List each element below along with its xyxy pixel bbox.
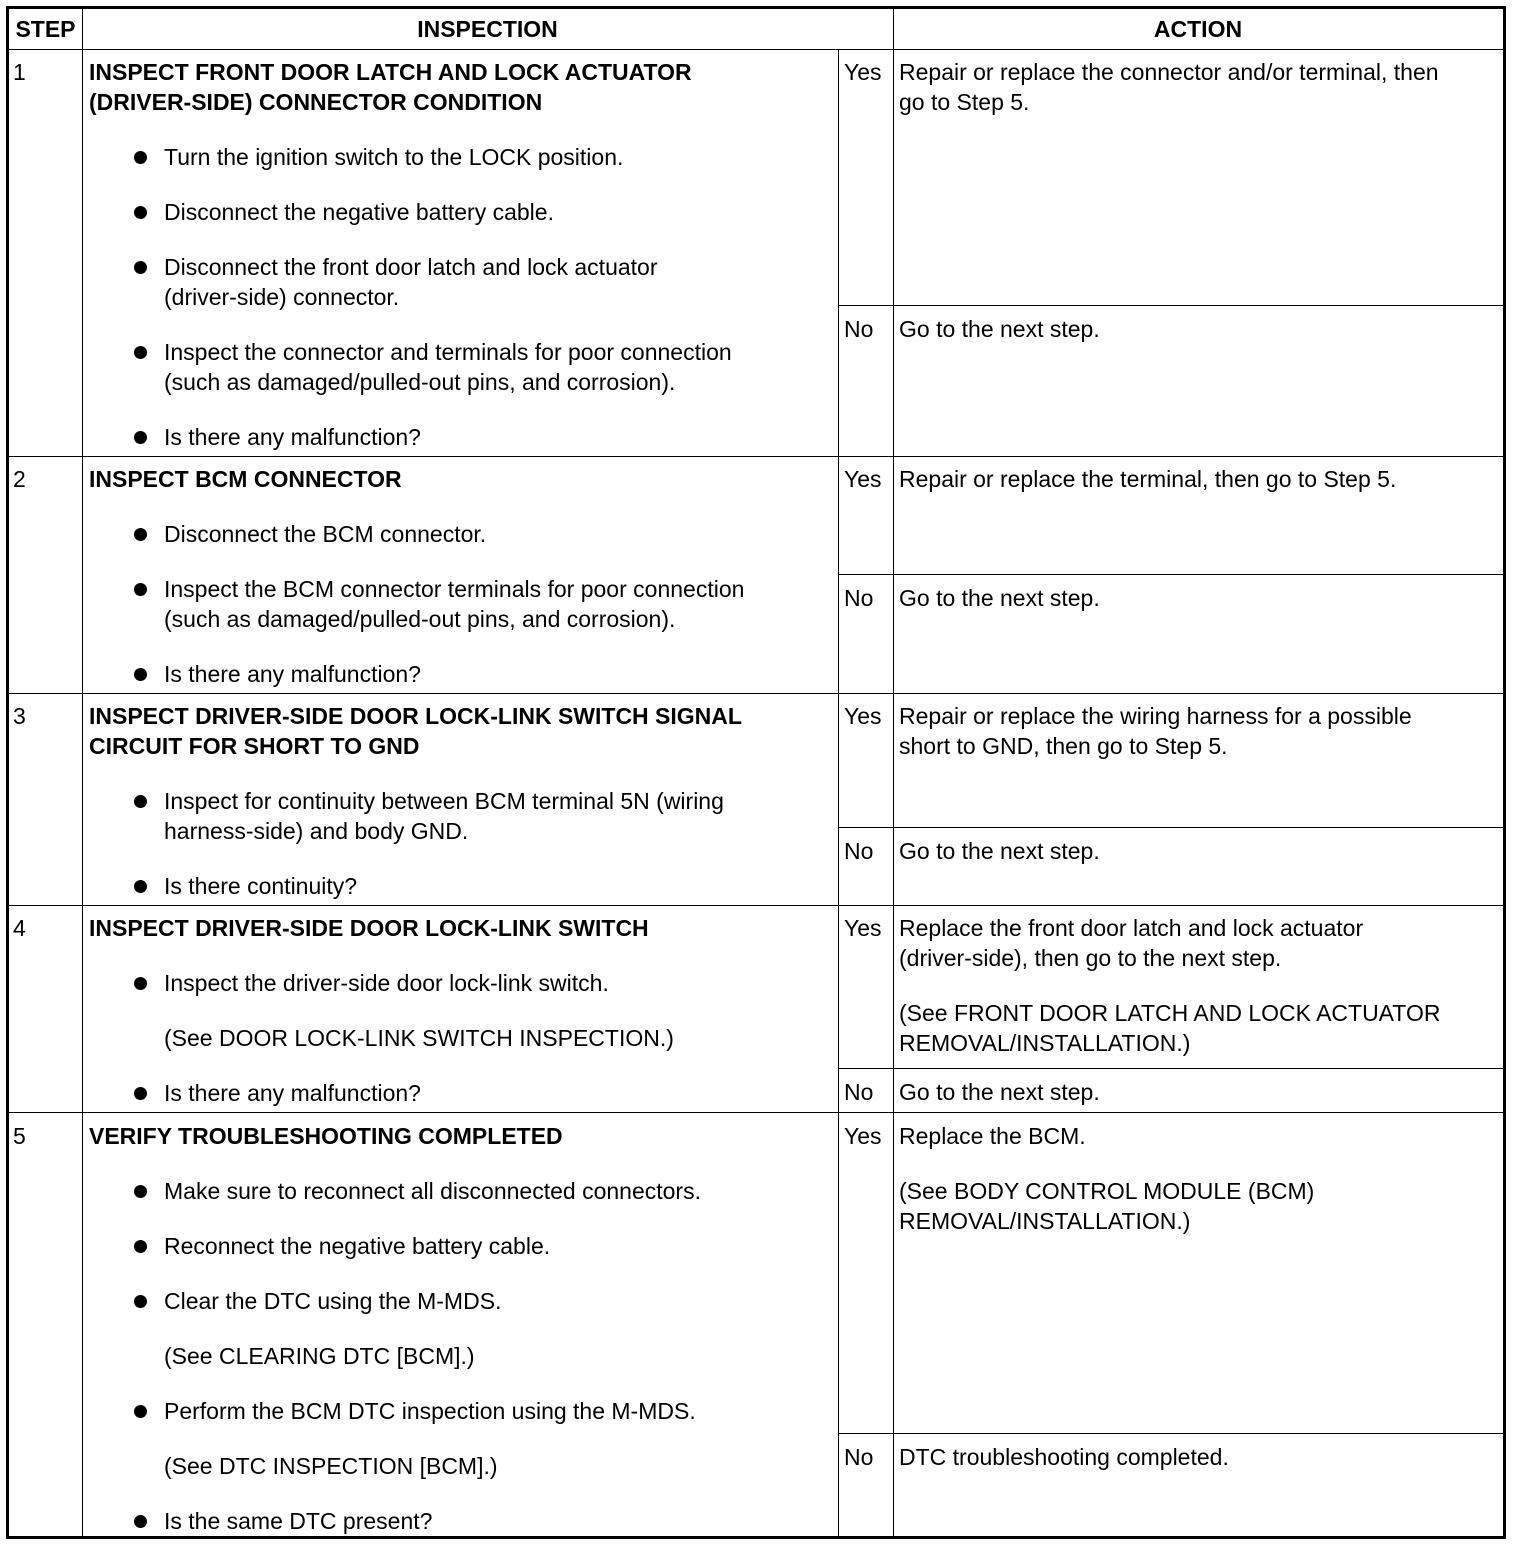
yes-action: Repair or replace the terminal, then go to Step 5. [899,466,1397,492]
bullet-item: Is there any malfunction? [89,659,834,689]
yes-action: Replace the BCM. (See BODY CONTROL MODULE (BCM) REMOVAL/INSTALLATION.) [899,1121,1499,1236]
inspection-cell [89,57,834,452]
bullet-item: Is there any malfunction? [89,1078,834,1108]
divider [838,49,839,1536]
no-action: DTC troubleshooting completed. [899,1444,1229,1470]
bullet-item: Clear the DTC using the M-MDS. [89,1286,834,1316]
no-action: Go to the next step. [899,1079,1100,1105]
no-action: Go to the next step. [899,838,1100,864]
no-label: No [844,1079,874,1105]
no-action: Go to the next step. [899,316,1100,342]
inspection-cell [89,701,834,901]
reference-note: (See DOOR LOCK-LINK SWITCH INSPECTION.) [164,1025,674,1051]
header-inspection: INSPECTION [417,16,558,42]
bullet-icon [134,528,147,541]
yes-label: Yes [844,703,882,729]
bullet-icon [134,206,147,219]
bullet-icon [134,668,147,681]
bullet-item: Inspect the BCM connector terminals for poor connection (such as damaged/pulled-out pins, and corrosion). [89,574,834,634]
bullet-icon [134,1515,147,1528]
divider [9,1112,1503,1113]
divider [838,827,1503,828]
header-step: STEP [15,16,76,42]
divider [838,574,1503,575]
bullet-icon [134,151,147,164]
bullet-icon [134,1185,147,1198]
divider [9,905,1503,906]
divider [82,9,83,1536]
reference-note: (See CLEARING DTC [BCM].) [164,1343,475,1369]
bullet-icon [134,583,147,596]
divider [9,693,1503,694]
reference-note: (See BODY CONTROL MODULE (BCM) REMOVAL/INSTALLATION.) [899,1178,1315,1234]
bullet-item: Turn the ignition switch to the LOCK position. [89,142,834,172]
divider [893,9,894,1536]
bullet-item: Inspect for continuity between BCM terminal 5N (wiring harness-side) and body GND. [89,786,834,846]
step-title: INSPECT DRIVER-SIDE DOOR LOCK-LINK SWITCH SIGNAL CIRCUIT FOR SHORT TO GND [89,703,742,759]
troubleshooting-table [6,6,1506,1539]
divider [838,1433,1503,1434]
yes-action: Repair or replace the connector and/or terminal, then go to Step 5. [899,59,1439,115]
reference-note: (See FRONT DOOR LATCH AND LOCK ACTUATOR REMOVAL/INSTALLATION.) [899,1000,1441,1056]
reference-note: (See DTC INSPECTION [BCM].) [164,1453,498,1479]
no-label: No [844,316,874,342]
bullet-icon [134,1405,147,1418]
step-number: 2 [13,466,26,492]
no-label: No [844,585,874,611]
divider [838,1068,1503,1069]
bullet-icon [134,1295,147,1308]
step-title: VERIFY TROUBLESHOOTING COMPLETED [89,1123,563,1149]
no-action: Go to the next step. [899,585,1100,611]
bullet-item: Inspect the connector and terminals for poor connection (such as damaged/pulled-out pins, and corrosion). [89,337,834,397]
bullet-item: Reconnect the negative battery cable. [89,1231,834,1261]
bullet-item: Is the same DTC present? [89,1506,834,1536]
yes-label: Yes [844,59,882,85]
step-title: INSPECT DRIVER-SIDE DOOR LOCK-LINK SWITCH [89,915,649,941]
bullet-item: Disconnect the front door latch and lock actuator (driver-side) connector. [89,252,834,312]
bullet-icon [134,977,147,990]
inspection-cell [89,1121,834,1536]
step-number: 5 [13,1123,26,1149]
step-number: 1 [13,59,26,85]
yes-label: Yes [844,466,882,492]
bullet-icon [134,1087,147,1100]
bullet-item: Inspect the driver-side door lock-link switch. [89,968,834,998]
bullet-item: Perform the BCM DTC inspection using the M-MDS. [89,1396,834,1426]
bullet-item: Is there any malfunction? [89,422,834,452]
bullet-icon [134,261,147,274]
bullet-icon [134,431,147,444]
bullet-icon [134,795,147,808]
no-label: No [844,838,874,864]
divider [9,456,1503,457]
step-title: INSPECT FRONT DOOR LATCH AND LOCK ACTUATOR (DRIVER-SIDE) CONNECTOR CONDITION [89,59,692,115]
divider [838,305,1503,306]
yes-label: Yes [844,1123,882,1149]
no-label: No [844,1444,874,1470]
bullet-item: Disconnect the BCM connector. [89,519,834,549]
step-number: 3 [13,703,26,729]
yes-label: Yes [844,915,882,941]
yes-action: Replace the front door latch and lock actuator (driver-side), then go to the next step. (See FRONT DOOR LATCH AND LOCK ACTUATOR REMOVAL/INSTALLATION.) [899,913,1499,1058]
bullet-icon [134,346,147,359]
bullet-item: Make sure to reconnect all disconnected connectors. [89,1176,834,1206]
step-title: INSPECT BCM CONNECTOR [89,466,402,492]
inspection-cell [89,913,834,1108]
step-number: 4 [13,915,26,941]
bullet-icon [134,1240,147,1253]
bullet-icon [134,880,147,893]
inspection-cell [89,464,834,689]
yes-action: Repair or replace the wiring harness for a possible short to GND, then go to Step 5. [899,703,1412,759]
bullet-item: Is there continuity? [89,871,834,901]
divider [9,49,1503,50]
bullet-item: Disconnect the negative battery cable. [89,197,834,227]
header-action: ACTION [1153,16,1243,42]
